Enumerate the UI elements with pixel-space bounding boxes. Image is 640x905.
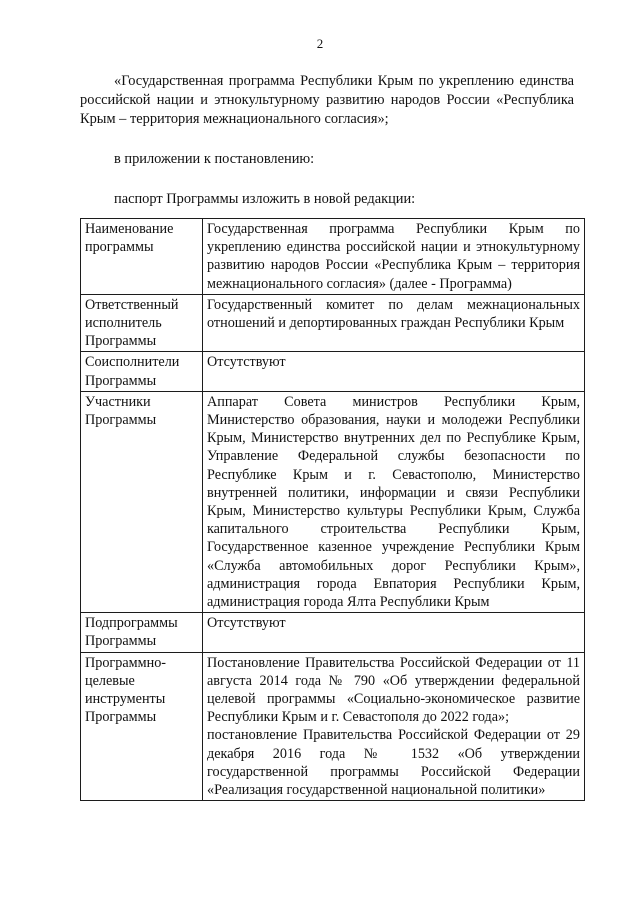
table-row — [81, 613, 585, 652]
table-row — [81, 294, 585, 352]
row-label-subprograms: Подпрограммы Программы — [81, 613, 203, 652]
row-value-subprograms: Отсутствуют — [203, 613, 585, 652]
intro-paragraph-appendix: в приложении к постановлению: — [114, 151, 315, 167]
row-label-program-name: Наименование программы — [81, 219, 203, 295]
table-row — [81, 219, 585, 295]
row-label-target-instruments: Программно-целевые инструменты Программы — [81, 652, 203, 801]
table-row — [81, 652, 585, 801]
intro-text — [80, 72, 574, 209]
table-row — [81, 352, 585, 391]
row-value-program-name: Государственная программа Республики Крым по укреплению единства российской нации и этнокультурному развитию народов России «Республика Крым – территория межнационального согласия» (далее - Программа) — [203, 219, 585, 295]
row-label-co-executors: Соисполнители Программы — [81, 352, 203, 391]
intro-paragraph-program-title: «Государственная программа Республики Крым по укреплению единства российской нации и этнокультурному развитию народов России «Республика Крым – территория межнационального согласия»; — [80, 73, 574, 127]
page-number: 2 — [316, 36, 324, 51]
row-label-responsible-executor: Ответственный исполнитель Программы — [81, 294, 203, 352]
target-instrument-decree-790: Постановление Правительства Российской Федерации от 11 августа 2014 года № 790 «Об утверждении федеральной целевой программы «Социально-экономическое развитие Республики Крым и г. Севастополя до 2022 года»; — [207, 654, 580, 726]
intro-paragraph-passport: паспорт Программы изложить в новой редакции: — [114, 191, 416, 207]
row-label-participants: Участники Программы — [81, 391, 203, 612]
table-row — [81, 391, 585, 612]
row-value-co-executors: Отсутствуют — [203, 352, 585, 391]
row-value-responsible-executor: Государственный комитет по делам межнациональных отношений и депортированных граждан Республики Крым — [203, 294, 585, 352]
target-instrument-decree-1532: постановление Правительства Российской Федерации от 29 декабря 2016 года № 1532 «Об утверждении государственной программы Российской Федерации «Реализация государственной национальной политики» — [207, 727, 580, 799]
row-value-target-instruments — [203, 652, 585, 801]
row-value-participants: Аппарат Совета министров Республики Крым, Министерство образования, науки и молодежи Республики Крым, Министерство внутренних дел по Республике Крым, Управление Федеральной службы безопасности по Республике Крым и г. Севастополю, Министерство внутренней политики, информации и связи Республики Крым, Министерство культуры Республики Крым, Служба капитального строительства Республики Крым, Государственное казенное учреждение Республики Крым «Служба автомобильных дорог Республики Крым», администрация города Евпатория Республики Крым, администрация города Ялта Республики Крым — [203, 391, 585, 612]
program-passport-table — [80, 218, 585, 801]
